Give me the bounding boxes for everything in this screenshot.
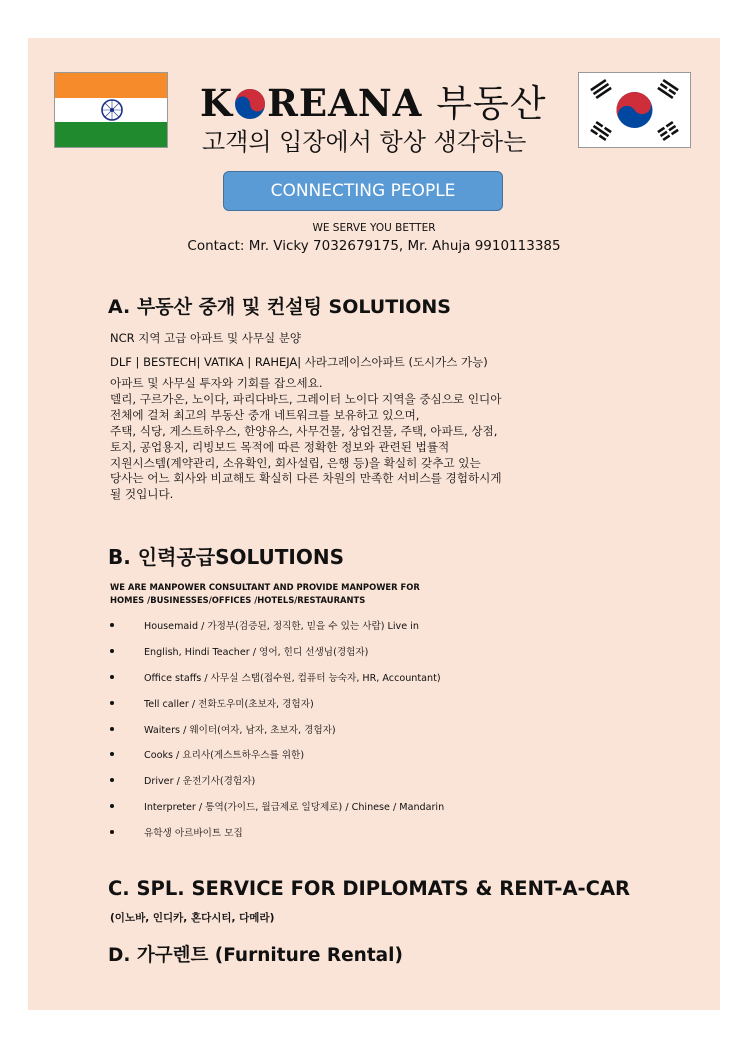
section-b-intro1: WE ARE MANPOWER CONSULTANT AND PROVIDE MANPOWER FOR — [110, 582, 420, 592]
bullet-icon — [110, 701, 114, 705]
list-item — [110, 773, 444, 799]
list-item — [110, 644, 444, 670]
section-c-subtitle: (이노바, 인디카, 혼다시티, 다메라) — [110, 912, 275, 924]
body-line: 델리, 구르가온, 노이다, 파리다바드, 그레이터 노이다 지역을 중심으로 인디아 — [110, 391, 502, 406]
bullet-icon — [110, 623, 114, 627]
brand-prefix: K — [200, 81, 234, 125]
bullet-icon — [110, 804, 114, 808]
section-a-line2: DLF | BESTECH| VATIKA | RAHEJA| 사라그레이스아파트 (도시가스 가능) — [110, 355, 488, 369]
body-line: 당사는 어느 회사와 비교해도 확실히 다른 차원의 만족한 서비스를 경험하시게 — [110, 471, 502, 486]
bullet-icon — [110, 830, 114, 834]
body-line: 전체에 걸쳐 최고의 부동산 중개 네트워크를 보유하고 있으며, — [110, 407, 420, 422]
body-line: 주택, 식당, 게스트하우스, 한양유스, 사무건물, 상업건물, 주택, 아파트, 상점, — [110, 423, 498, 438]
ashoka-chakra-icon — [100, 98, 124, 122]
list-item-label: Cooks / 요리사(게스트하우스를 위한) — [144, 750, 305, 762]
bullet-icon — [110, 778, 114, 782]
section-d-heading: D. 가구렌트 (Furniture Rental) — [108, 945, 403, 966]
bullet-icon — [110, 752, 114, 756]
list-item — [110, 825, 444, 851]
list-item — [110, 799, 444, 825]
korea-flag-icon — [578, 72, 691, 148]
list-item-label: Driver / 운전기사(경험자) — [144, 776, 256, 788]
brand-title — [200, 73, 546, 129]
list-item-label: Housemaid / 가정부(검증된, 정직한, 믿을 수 있는 사람) Live in — [144, 621, 419, 632]
india-flag-icon — [54, 72, 168, 148]
manpower-list — [110, 618, 444, 851]
section-c-heading: C. SPL. SERVICE FOR DIPLOMATS & RENT-A-CAR — [108, 877, 631, 900]
list-item-label: English, Hindi Teacher / 영어, 힌디 선생님(경험자) — [144, 646, 369, 658]
bullet-icon — [110, 649, 114, 653]
section-b-intro2: HOMES /BUSINESSES/OFFICES /HOTELS/RESTAURANTS — [110, 595, 366, 605]
tagline: 고객의 입장에서 항상 생각하는 — [202, 128, 527, 156]
list-item — [110, 722, 444, 748]
list-item-label: Waiters / 웨이터(여자, 남자, 초보자, 경험자) — [144, 724, 336, 736]
list-item-label: 유학생 아르바이트 모집 — [144, 828, 243, 840]
brand-suffix: REANA — [267, 81, 423, 125]
bullet-icon — [110, 675, 114, 679]
connecting-people-button[interactable]: CONNECTING PEOPLE — [223, 171, 503, 211]
body-line: 지원시스템(계약관리, 소유확인, 회사설립, 은행 등)을 확실히 갖추고 있는 — [110, 455, 481, 470]
list-item — [110, 670, 444, 696]
contact-line: Contact: Mr. Vicky 7032679175, Mr. Ahuja 9910113385 — [187, 238, 561, 254]
list-item — [110, 747, 444, 773]
list-item — [110, 618, 444, 644]
body-line: 아파트 및 사무실 투자와 기회를 잡으세요. — [110, 376, 323, 390]
list-item-label: Office staffs / 사무실 스탭(접수원, 컴퓨터 능숙자, HR, Accountant) — [144, 672, 441, 684]
list-item-label: Tell caller / 전화도우미(초보자, 경험자) — [144, 698, 314, 710]
body-line: 토지, 공업용지, 리빙보드 목적에 따른 정확한 정보와 관련된 법률적 — [110, 439, 450, 454]
section-a-heading: A. 부동산 중개 및 컨설팅 SOLUTIONS — [108, 296, 451, 318]
bullet-icon — [110, 727, 114, 731]
section-a-body — [110, 376, 502, 503]
section-b-heading: B. 인력공급SOLUTIONS — [108, 545, 344, 569]
serve-slogan: WE SERVE YOU BETTER — [312, 222, 436, 234]
list-item-label: Interpreter / 통역(가이드, 월급제로 일당제로) / Chinese / Mandarin — [144, 802, 445, 814]
list-item — [110, 696, 444, 722]
brand-korean: 부동산 — [436, 82, 547, 125]
body-line: 될 것입니다. — [110, 487, 174, 502]
section-a-line1: NCR 지역 고급 아파트 및 사무실 분양 — [110, 331, 301, 345]
